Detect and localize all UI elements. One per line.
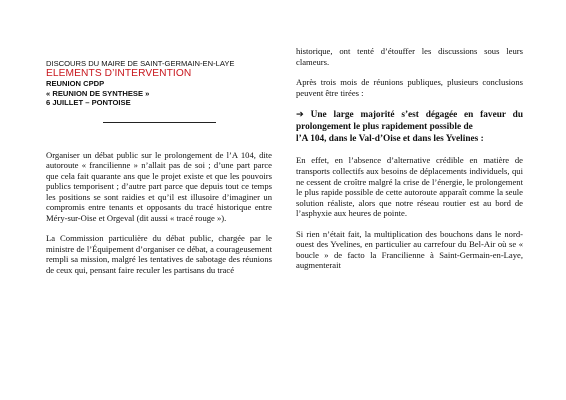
document-header xyxy=(46,0,272,108)
meeting-date-place: 6 JUILLET – PONTOISE xyxy=(46,98,131,107)
right-column xyxy=(296,0,523,271)
paragraph-continuation: historique, ont tenté d’étouffer les discussions sous leurs clameurs. xyxy=(296,46,523,67)
arrow-icon: ➔ xyxy=(296,109,304,121)
speech-source-line: DISCOURS DU MAIRE DE SAINT-GERMAIN-EN-LAYE xyxy=(46,59,235,68)
paragraph: Organiser un débat public sur le prolongement de l’A 104, dite autoroute « francilienne » n’allait pas de soi ; d’une part parce que cela fait quarante ans que le projet existe et que les pouvoirs publics temporisent ; d’autre part parce que depuis tout ce temps les positions se sont raidies et qu’il est illusoire d’imaginer un compromis entre tenants et opposants du tracé historique entre Méry-sur-Oise et Orgeval (dit aussi « tracé rouge »). xyxy=(46,149,272,223)
paragraph: Après trois mois de réunions publiques, plusieurs conclusions peuvent être tirées : xyxy=(296,77,523,98)
section-heading xyxy=(296,109,523,145)
document-title: ELEMENTS D’INTERVENTION xyxy=(46,68,192,79)
section-heading-line-a: Une large majorité s’est dégagée en faveur du prolongement le plus rapidement possible de xyxy=(296,110,523,133)
meeting-name: REUNION CPDP xyxy=(46,79,105,88)
paragraph: La Commission particulière du débat public, chargée par le ministre de l’Équipement d’organiser ce débat, a courageusement rempli sa mission, malgré les tentatives de sabotage des réunions de ceux qui, pensant faire reculer les partisans du tracé xyxy=(46,233,272,275)
meeting-type: « REUNION DE SYNTHESE » xyxy=(46,88,150,98)
header-divider xyxy=(103,122,216,123)
paragraph: En effet, en l’absence d’alternative crédible en matière de transports collectifs aux besoins de déplacements individuels, qui ne cessent de croître malgré la crise de l’énergie, le prolongement le plus rapide possible de cette autoroute apparaît comme la seule solution réaliste, alors que notre réseau routier est au bord de l’asphyxie aux heures de pointe. xyxy=(296,155,523,219)
paragraph: Si rien n’était fait, la multiplication des bouchons dans le nord-ouest des Yvelines, en particulier au carrefour du Bel-Air où se « boucle » de facto la Francilienne à Saint-Germain-en-Laye, augmenterait xyxy=(296,228,523,271)
section-heading-line-b: l’A 104, dans le Val-d’Oise et dans les Yvelines : xyxy=(296,134,484,145)
left-column xyxy=(46,0,272,276)
